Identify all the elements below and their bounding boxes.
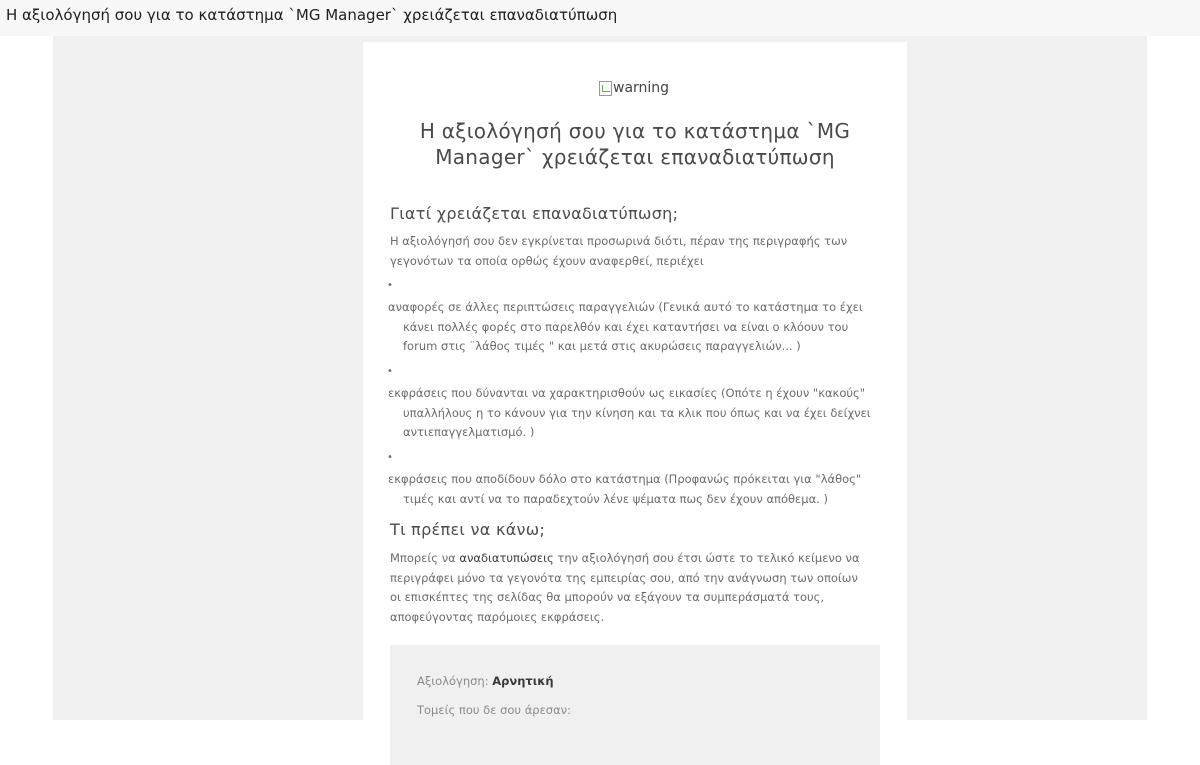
what-suffix: την αξιολόγησή σου έτσι ώστε το τελικό κείμενο να περιγράφει μόνο τα γεγονότα της εμπειρίας σου, από την ανάγνωση των οποίων οι επισκέπτες της σελίδας θα μπορούν να εξάγουν τα συμπεράσματά τους, αποφεύγοντας παρόμοιες εκφράσεις. xyxy=(390,551,860,624)
reason-item: εκφράσεις που δύνανται να χαρακτηρισθούν ως εικασίες (Οπότε η έχουν "κακούς" υπαλλήλους η το κάνουν για την κίνηση και τα κλικ που όπως και να έχει δείχνει αντιεπαγγελματισμό. ) xyxy=(388,386,871,439)
what-heading: Τι πρέπει να κάνω; xyxy=(390,520,546,539)
bullet-icon: • xyxy=(387,280,393,291)
email-headline: Η αξιολόγησή σου για το κατάστημα `MG Manager` χρειάζεται επαναδιατύπωση xyxy=(419,119,851,169)
why-heading: Γιατί χρειάζεται επαναδιατύπωση; xyxy=(390,204,679,223)
reason-item: εκφράσεις που αποδίδουν δόλο στο κατάστημα (Προφανώς πρόκειται για "λάθος" τιμές και αντί να το παραδεχτούν λένε ψέματα πως δεν έχουν απόθεμα. ) xyxy=(388,472,862,506)
dislikes-label: Τομείς που δε σου άρεσαν: xyxy=(417,703,571,717)
bullet-icon: • xyxy=(387,366,393,377)
broken-image-icon xyxy=(599,81,612,96)
what-paragraph xyxy=(390,549,860,627)
rating-label: Αξιολόγηση: xyxy=(417,674,489,688)
rephrase-link[interactable]: αναδιατυπώσεις xyxy=(459,551,554,565)
what-prefix: Μπορείς να xyxy=(390,551,460,565)
window-title: Η αξιολόγησή σου για το κατάστημα `MG Manager` χρειάζεται επαναδιατύπωση xyxy=(6,6,618,24)
window-title-bar xyxy=(0,0,1200,36)
reason-item: αναφορές σε άλλες περιπτώσεις παραγγελιών (Γενικά αυτό το κατάστημα το έχει κάνει πολλές φορές στο παρελθόν και έχει καταντήσει να είναι ο κλόουν του forum στις ¨λάθος τιμές " και μετά στις ακυρώσεις παραγγελιών... ) xyxy=(388,300,863,353)
review-summary-box xyxy=(390,645,880,765)
rating-value: Αρνητική xyxy=(492,674,554,688)
email-body-card xyxy=(363,42,907,742)
warning-icon xyxy=(599,78,669,98)
rating-line xyxy=(417,674,554,688)
why-intro: Η αξιολόγησή σου δεν εγκρίνεται προσωρινά διότι, πέραν της περιγραφής των γεγονότων τα οποία ορθώς έχουν αναφερθεί, περιέχει xyxy=(390,234,848,268)
warning-image-alt: warning xyxy=(613,80,670,96)
bullet-icon: • xyxy=(387,452,393,463)
